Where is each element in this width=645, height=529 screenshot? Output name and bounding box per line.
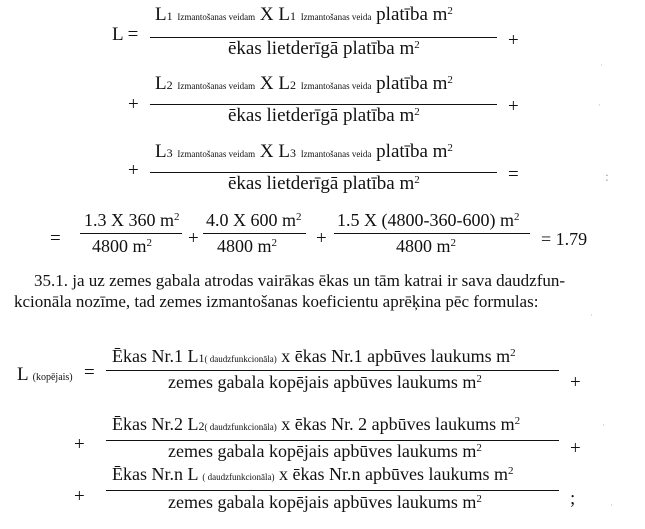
formula1-term2-denominator: ēkas lietderīgā platība $m^2$	[228, 105, 420, 126]
formula1-term3-leading-plus: +	[128, 160, 139, 181]
formula2-term2-operator: +	[570, 438, 581, 459]
formula2-term1-operator: +	[570, 372, 581, 393]
formula2-term3-leading-plus: +	[74, 486, 85, 507]
formula2-term2-denominator: zemes gabala kopējais apbūves laukums $m^2$	[168, 441, 482, 461]
formula1-term3-numerator: L3 Izmantošanas veidam X L3 Izmantošanas veida platība $m^2$	[155, 141, 453, 162]
formula1-term2-numerator: L2 Izmantošanas veidam X L2 Izmantošanas veida platība $m^2$	[155, 73, 453, 94]
calc-result: = 1.79	[541, 229, 588, 249]
formula2-term3-numerator: Ēkas Nr.n L ( daudzfunkcionāla) x ēkas Nr.n apbūves laukums $m^2$	[112, 464, 514, 484]
formula1-term2-operator: +	[508, 96, 519, 117]
formula2-lhs: L (kopējais)	[17, 364, 73, 385]
formula2-term2-numerator: Ēkas Nr.2 L2( daudzfunkcionāla) x ēkas Nr. 2 apbūves laukums $m^2$	[112, 414, 521, 434]
calc-plus2: +	[316, 228, 327, 249]
calc-fraction2-bar	[203, 233, 306, 234]
formula2-equals: =	[84, 362, 95, 383]
formula1-term2-leading-plus: +	[128, 94, 139, 115]
formula1-term1-denominator: ēkas lietderīgā platība $m^2$	[228, 38, 420, 59]
formula1-term3-denominator: ēkas lietderīgā platība $m^2$	[228, 173, 420, 194]
scan-speck: ·	[602, 420, 605, 430]
formula1-term1-numerator: L1 Izmantošanas veidam X L1 Izmantošanas veida platība $m^2$	[155, 4, 453, 25]
calc-fraction2-denominator: 4800 $m^2$	[217, 236, 278, 256]
calc-equals: =	[50, 228, 61, 249]
formula2-term1-denominator: zemes gabala kopējais apbūves laukums $m^2$	[168, 372, 482, 392]
scan-speck: ·	[600, 60, 603, 70]
calc-fraction2-numerator: 4.0 X 600 $m^2$	[206, 210, 302, 230]
formula2-term1-fraction-bar	[106, 370, 559, 371]
calc-plus1: +	[188, 228, 199, 249]
formula2-term3-fraction-bar	[106, 490, 559, 491]
scan-speck: ·	[598, 100, 601, 110]
formula1-lhs: L =	[112, 24, 139, 45]
scan-speck: :	[605, 170, 609, 185]
formula1-term1-operator: +	[508, 30, 519, 51]
formula2-term1-numerator: Ēkas Nr.1 L1( daudzfunkcionāla) x ēkas Nr.1 apbūves laukums $m^2$	[112, 346, 516, 366]
calc-fraction1-numerator: 1.3 X 360 $m^2$	[84, 210, 180, 230]
formula2-term3-denominator: zemes gabala kopējais apbūves laukums $m^2$	[168, 492, 482, 512]
scan-speck: ·	[610, 500, 613, 510]
formula1-term3-operator: =	[508, 164, 519, 185]
scan-speck: ·	[590, 310, 593, 320]
calc-fraction3-numerator: 1.5 X (4800-360-600) $m^2$	[337, 210, 520, 230]
formula2-term2-leading-plus: +	[74, 434, 85, 455]
calc-fraction3-bar	[334, 233, 530, 234]
calc-fraction1-bar	[80, 233, 182, 234]
calc-fraction3-denominator: 4800 $m^2$	[396, 236, 457, 256]
formula2-term3-operator: ;	[570, 488, 576, 509]
paragraph-line2: kcionāla nozīme, tad zemes izmantošanas koeficientu aprēķina pēc formulas:	[14, 292, 539, 311]
calc-fraction1-denominator: 4800 $m^2$	[92, 236, 153, 256]
paragraph-line1: 35.1. ja uz zemes gabala atrodas vairākas ēkas un tām katrai ir sava daudzfun-	[34, 271, 566, 290]
